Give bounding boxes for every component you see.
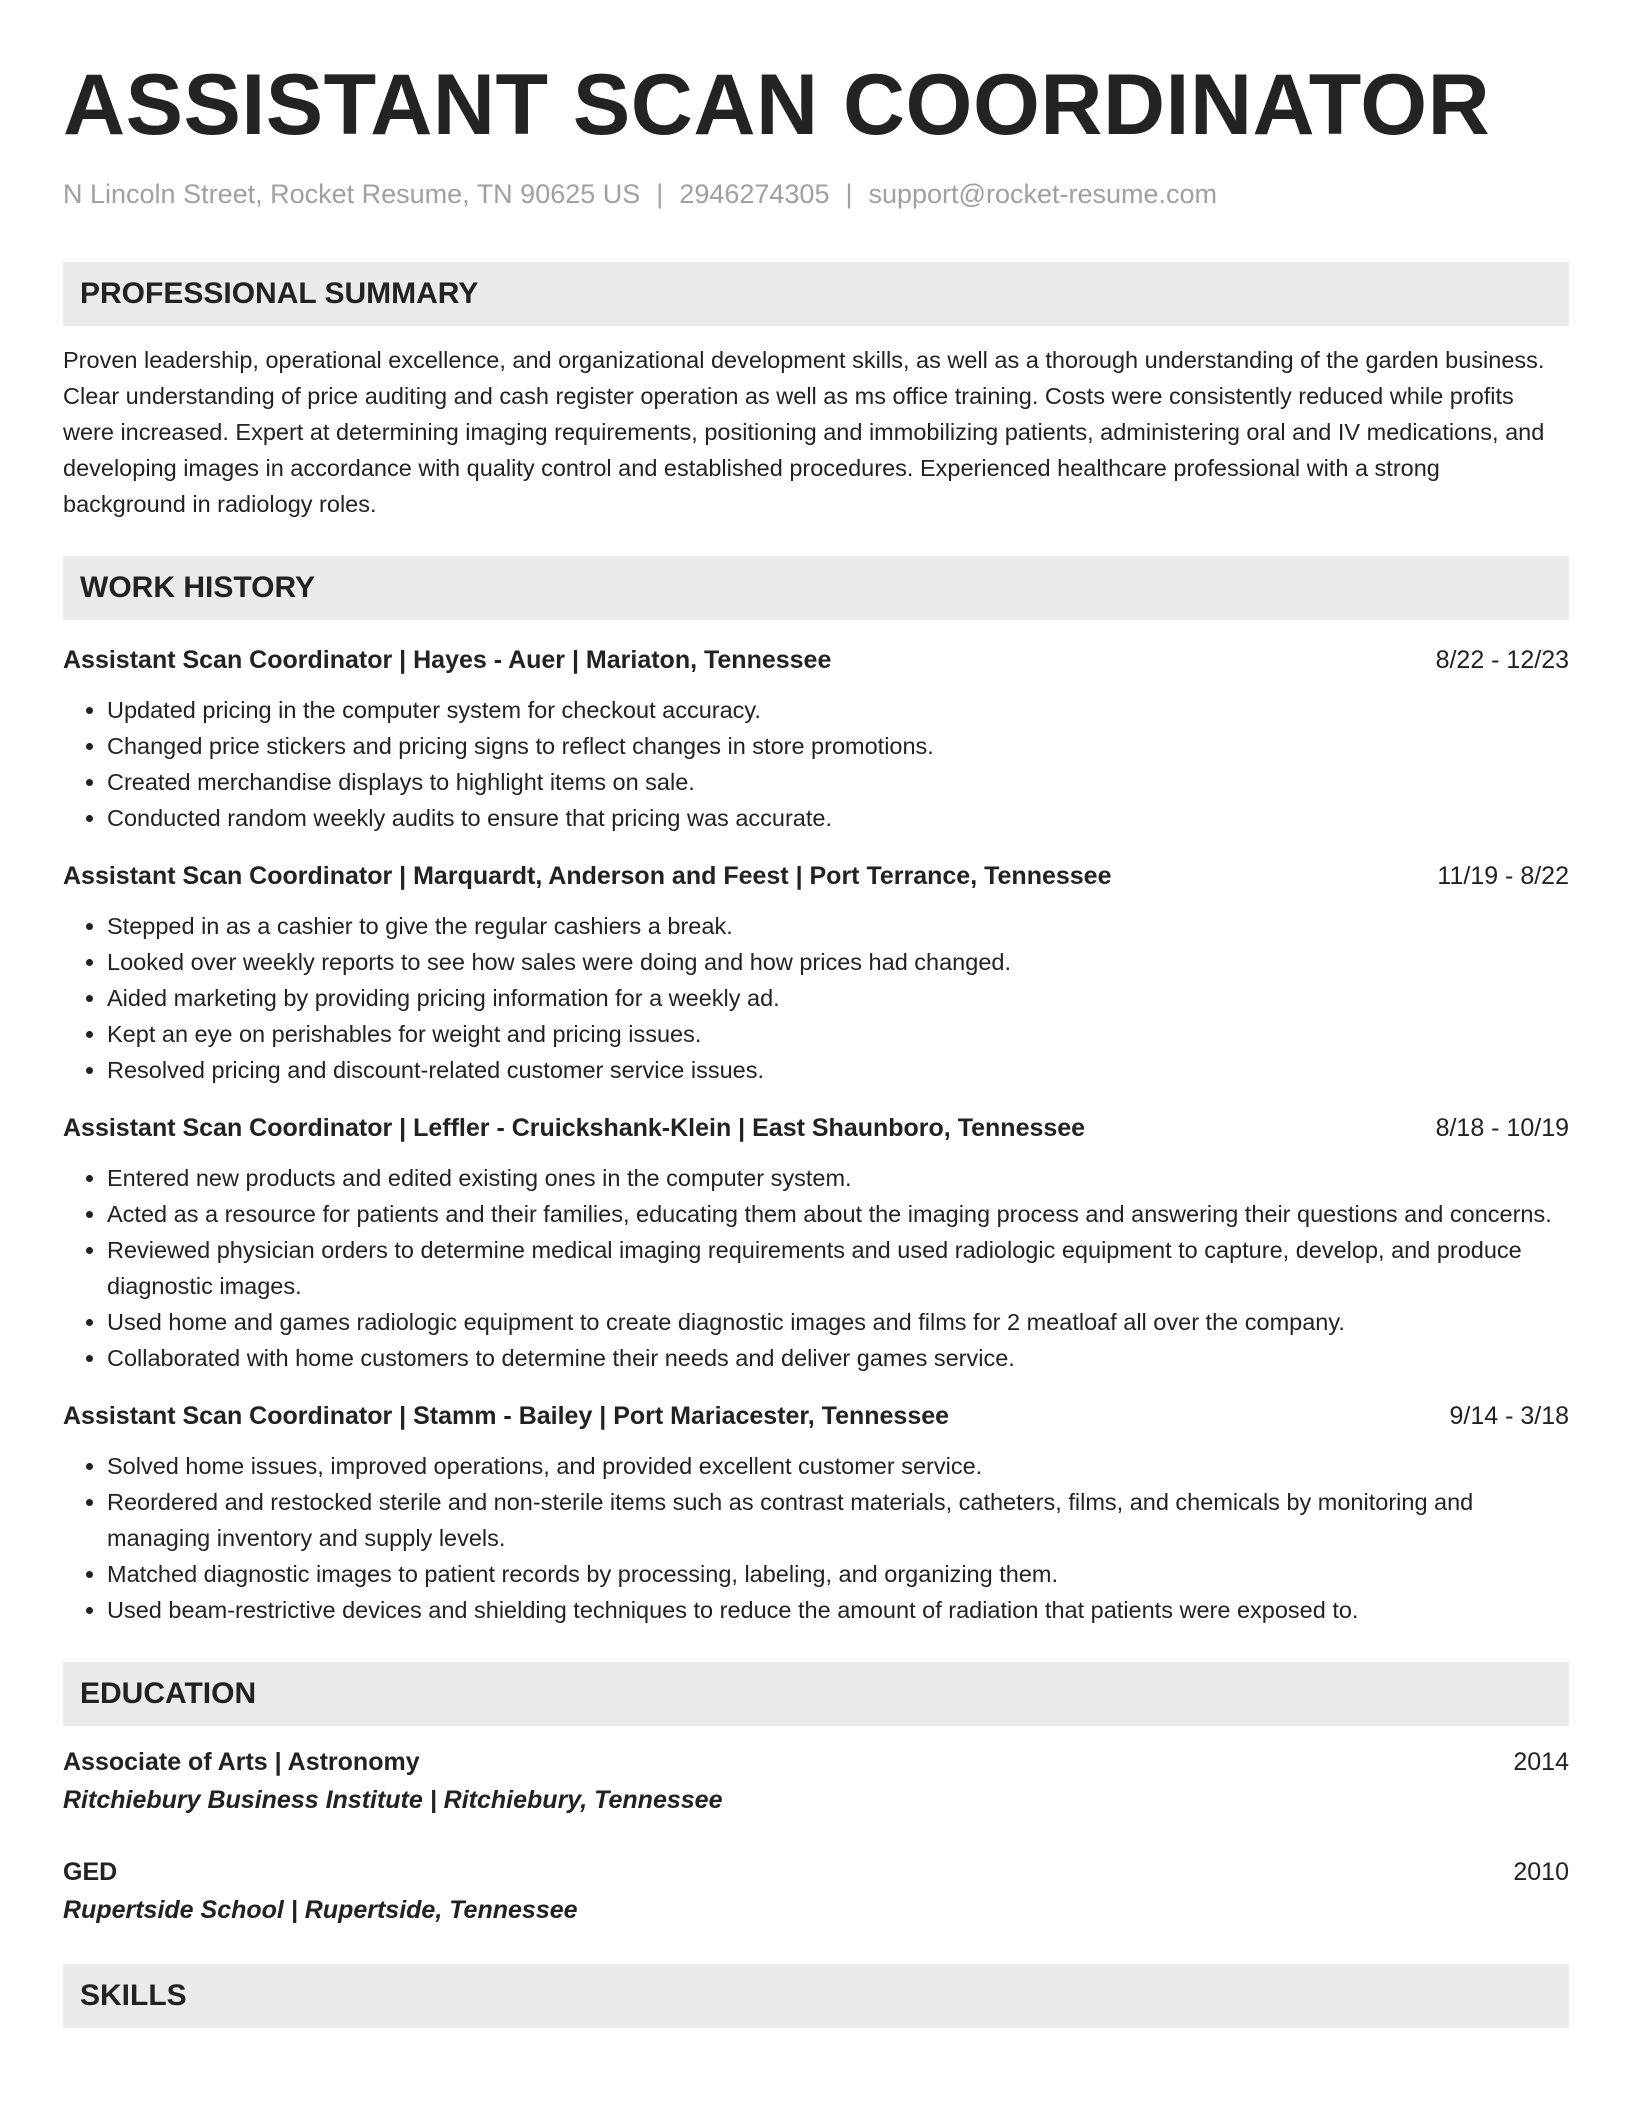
job-bullets	[63, 908, 1569, 1088]
section-header-work: WORK HISTORY	[63, 556, 1569, 620]
job-bullet: • Aided marketing by providing pricing information for a weekly ad.	[107, 980, 1569, 1016]
job-bullet: • Collaborated with home customers to determine their needs and deliver games service.	[107, 1340, 1569, 1376]
education-header	[63, 1744, 1569, 1780]
contact-address: N Lincoln Street, Rocket Resume, TN 90625 US	[63, 179, 641, 209]
job-title: Assistant Scan Coordinator | Marquardt, Anderson and Feest | Port Terrance, Tennessee	[63, 862, 1112, 891]
education-list	[63, 1744, 1569, 1928]
education-year: 2014	[1513, 1748, 1569, 1777]
section-header-summary: PROFESSIONAL SUMMARY	[63, 262, 1569, 326]
job-bullet: • Reordered and restocked sterile and non-sterile items such as contrast materials, catheters, films, and chemicals by monitoring and managing inventory and supply levels.	[107, 1484, 1569, 1556]
job-dates: 9/14 - 3/18	[1449, 1402, 1569, 1431]
contact-email: support@rocket-resume.com	[868, 179, 1218, 209]
job-entry	[63, 1110, 1569, 1376]
job-title: Assistant Scan Coordinator | Stamm - Bailey | Port Mariacester, Tennessee	[63, 1402, 950, 1431]
section-header-skills: SKILLS	[63, 1964, 1569, 2028]
education-entry	[63, 1744, 1569, 1818]
job-bullet: • Kept an eye on perishables for weight and pricing issues.	[107, 1016, 1569, 1052]
contact-line	[63, 178, 1569, 210]
job-bullet: • Acted as a resource for patients and their families, educating them about the imaging process and answering their questions and concerns.	[107, 1196, 1569, 1232]
job-bullet: • Used home and games radiologic equipment to create diagnostic images and films for 2 meatloaf all over the company.	[107, 1304, 1569, 1340]
job-header	[63, 1110, 1569, 1146]
job-entry	[63, 642, 1569, 836]
job-bullets	[63, 692, 1569, 836]
job-bullet: • Resolved pricing and discount-related customer service issues.	[107, 1052, 1569, 1088]
job-bullet: • Reviewed physician orders to determine medical imaging requirements and used radiologic equipment to capture, develop, and produce diagnostic images.	[107, 1232, 1569, 1304]
work-history-list	[63, 642, 1569, 1628]
job-header	[63, 858, 1569, 894]
job-header	[63, 1398, 1569, 1434]
contact-phone: 2946274305	[679, 179, 830, 209]
job-header	[63, 642, 1569, 678]
education-degree: Associate of Arts | Astronomy	[63, 1748, 420, 1777]
job-dates: 11/19 - 8/22	[1437, 862, 1569, 891]
education-entry	[63, 1854, 1569, 1928]
education-header	[63, 1854, 1569, 1890]
job-bullet: • Updated pricing in the computer system for checkout accuracy.	[107, 692, 1569, 728]
job-bullet: • Matched diagnostic images to patient records by processing, labeling, and organizing them.	[107, 1556, 1569, 1592]
job-bullets	[63, 1160, 1569, 1376]
job-bullet: • Looked over weekly reports to see how sales were doing and how prices had changed.	[107, 944, 1569, 980]
job-bullet: • Solved home issues, improved operations, and provided excellent customer service.	[107, 1448, 1569, 1484]
job-dates: 8/22 - 12/23	[1435, 646, 1569, 675]
job-bullet: • Used beam-restrictive devices and shielding techniques to reduce the amount of radiation that patients were exposed to.	[107, 1592, 1569, 1628]
job-bullets	[63, 1448, 1569, 1628]
contact-separator: |	[845, 179, 853, 209]
education-school: Ritchiebury Business Institute | Ritchiebury, Tennessee	[63, 1786, 723, 1815]
education-year: 2010	[1513, 1858, 1569, 1887]
job-bullet: • Changed price stickers and pricing signs to reflect changes in store promotions.	[107, 728, 1569, 764]
job-bullet: • Conducted random weekly audits to ensure that pricing was accurate.	[107, 800, 1569, 836]
job-title: Assistant Scan Coordinator | Leffler - Cruickshank-Klein | East Shaunboro, Tennessee	[63, 1114, 1086, 1143]
summary-text: Proven leadership, operational excellence, and organizational development skills, as well as a thorough understanding of the garden business. Clear understanding of price auditing and cash register operation as well as ms office training. Costs were consistently reduced while profits were increased. Expert at determining imaging requirements, positioning and immobilizing patients, administering oral and IV medications, and developing images in accordance with quality control and established procedures. Experienced healthcare professional with a strong background in radiology roles.	[63, 347, 1545, 518]
job-dates: 8/18 - 10/19	[1435, 1114, 1569, 1143]
job-title: Assistant Scan Coordinator | Hayes - Auer | Mariaton, Tennessee	[63, 646, 832, 675]
contact-separator: |	[656, 179, 664, 209]
education-degree: GED	[63, 1858, 118, 1887]
job-entry	[63, 1398, 1569, 1628]
job-bullet: • Stepped in as a cashier to give the regular cashiers a break.	[107, 908, 1569, 944]
job-bullet: • Entered new products and edited existing ones in the computer system.	[107, 1160, 1569, 1196]
job-bullet: • Created merchandise displays to highlight items on sale.	[107, 764, 1569, 800]
job-entry	[63, 858, 1569, 1088]
resume-name: ASSISTANT SCAN COORDINATOR	[63, 57, 1491, 153]
education-school: Rupertside School | Rupertside, Tennessee	[63, 1896, 578, 1925]
section-header-education: EDUCATION	[63, 1662, 1569, 1726]
